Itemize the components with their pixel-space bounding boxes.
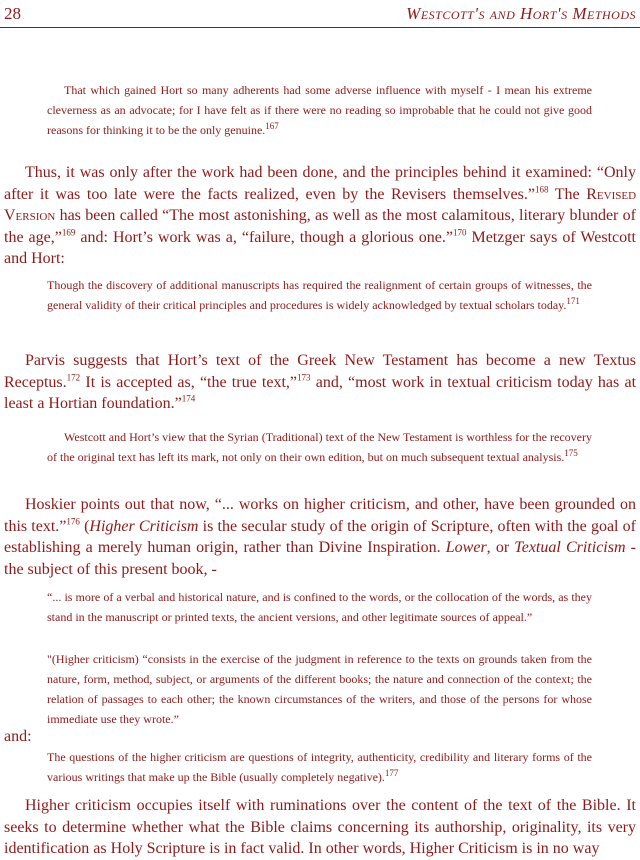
footnote-ref: 171 <box>566 296 580 306</box>
italic-term: Higher Criticism <box>89 517 199 535</box>
quote-text: “... is more of a verbal and historical nature, and is confined to the words, or the collocation of the words, as they stand in the manuscript or printed texts, the ancient versions, and other legitimate sources of appeal.” <box>47 590 592 624</box>
footnote-ref: 168 <box>534 184 549 195</box>
body-paragraph-hoskier <box>4 494 636 580</box>
block-quote-syrian-text <box>47 427 592 467</box>
body-paragraph-higher-criticism: Higher criticism occupies itself with ruminations over the content of the text of the Bible. It seeks to determine whether what the Bible claims concerning its authorship, originality, its very identification as Holy Scripture is in fact valid. In other words, Higher Criticism is in no way <box>4 797 636 857</box>
text-run: - the subject of this present book, - <box>4 539 637 578</box>
body-paragraph-parvis <box>4 350 636 415</box>
text-run: Parvis suggests that Hort’s text of the Greek New Testament has become a new Textus Receptus. <box>4 352 636 391</box>
block-quote-higher-criticism-definition <box>47 649 592 729</box>
footnote-ref: 172 <box>66 372 81 383</box>
block-quote-higher-criticism-questions <box>47 747 592 787</box>
text-run: Metzger says of Westcott and Hort: <box>4 228 637 267</box>
quote-text: That which gained Hort so many adherents had some adverse influence with myself - I mean his extreme cleverness as an advocate; for I have felt as if there were no reading so improbable that he could not give good reasons for thinking it to be the only genuine. <box>47 83 592 137</box>
text-run: The <box>548 185 587 203</box>
text-run: , or <box>486 539 515 556</box>
italic-term: Textual Criticism <box>514 539 626 556</box>
footnote-ref: 174 <box>181 393 196 404</box>
block-quote-hort <box>47 80 592 140</box>
text-run: Thus, it was only after the work had been done, and the principles behind it examined: “Only after it was too late were the facts realized, even by the Revisers themselves.” <box>4 164 636 203</box>
block-quote-lower-criticism <box>47 587 592 627</box>
quote-text: Though the discovery of additional manuscripts has required the realignment of certain groups of witnesses, the general validity of their critical principles and procedures is widely acknowledged by textual scholars today. <box>47 278 592 312</box>
text-run: It is accepted as, “the true text,” <box>80 373 297 391</box>
footnote-ref: 167 <box>265 121 279 131</box>
and-label: and: <box>4 728 32 745</box>
footnote-ref: 169 <box>61 227 76 238</box>
footnote-ref: 176 <box>66 516 80 527</box>
header-rule <box>0 27 640 28</box>
text-run: ( <box>79 517 90 535</box>
quote-text: The questions of the higher criticism are questions of integrity, authenticity, credibility and literary forms of the various writings that make up the Bible (usually completely negative). <box>47 750 592 784</box>
revised-version-smallcaps: Revised Version <box>4 185 637 224</box>
block-quote-metzger <box>47 275 592 315</box>
text-run: Hoskier points out that now, “... works on higher criticism, and other, have been grounded on this text.” <box>4 496 636 535</box>
text-run: is the secular study of the origin of Scripture, often with the goal of establishing a merely human origin, rather than Divine Inspiration. <box>4 517 637 556</box>
page-number: 28 <box>4 4 21 23</box>
quote-text: "(Higher criticism) “consists in the exercise of the judgment in reference to the texts on grounds taken from the nature, form, method, subject, or arguments of the different books; the nature and connection of the context; the relation of passages to each other; the known circumstances of the writers, and those of the persons for whose immediate use they wrote.” <box>47 652 592 726</box>
footnote-ref: 177 <box>384 768 399 778</box>
italic-term: Lower <box>445 539 487 556</box>
body-paragraph-revisers <box>4 162 636 270</box>
footnote-ref: 173 <box>297 372 311 383</box>
footnote-ref: 170 <box>452 227 467 238</box>
quote-text: Westcott and Hort’s view that the Syrian (Traditional) text of the New Testament is worthless for the recovery of the original text has left its mark, not only on their own edition, but on much subsequent textual analysis. <box>47 430 592 464</box>
text-run: and: Hort’s work was a, “failure, though a glorious one.” <box>75 228 453 246</box>
text-run: has been called “The most astonishing, as well as the most calamitous, literary blunder of the age,” <box>4 207 636 246</box>
footnote-ref: 175 <box>564 448 578 458</box>
running-title: Westcott's and Hort's Methods <box>406 4 636 23</box>
text-run: and, “most work in textual criticism today has at least a Hortian foundation.” <box>4 373 637 412</box>
